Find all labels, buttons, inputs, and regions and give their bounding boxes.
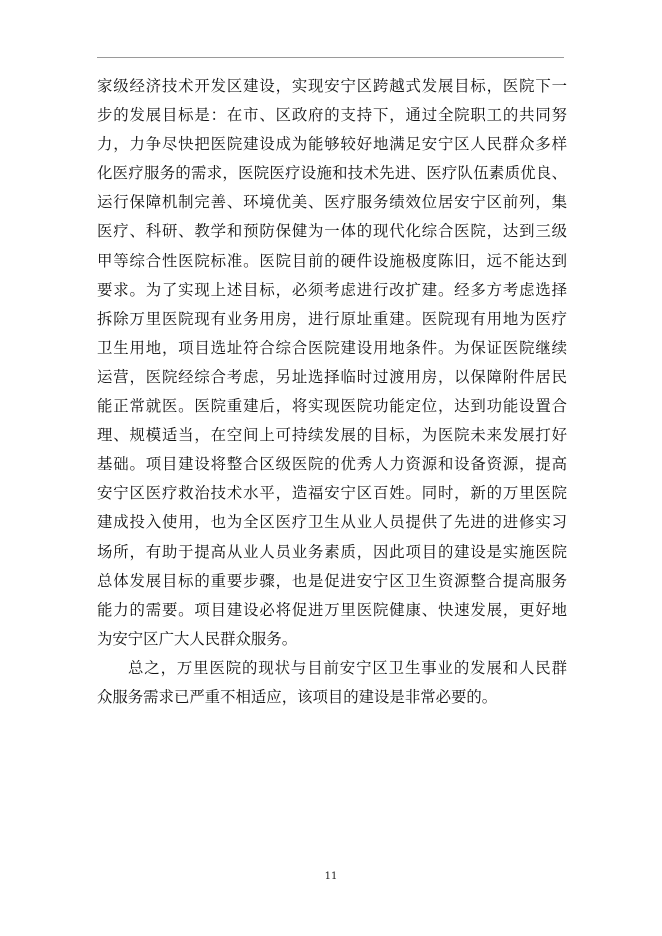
- page-number: 11: [324, 871, 338, 882]
- text-line: 能正常就医。医院重建后，将实现医院功能定位，达到功能设置合: [97, 397, 567, 416]
- text-line: 拆除万里医院现有业务用房，进行原址重建。医院现有用地为医疗: [97, 309, 567, 328]
- paragraph-2: [97, 654, 567, 712]
- body-text: [97, 72, 567, 712]
- text-line: 总之，万里医院的现状与目前安宁区卫生事业的发展和人民群: [128, 658, 567, 677]
- text-line: 医疗、科研、教学和预防保健为一体的现代化综合医院，达到三级: [97, 222, 567, 241]
- text-line: 为安宁区广大人民群众服务。: [97, 629, 298, 648]
- text-line: 场所，有助于提高从业人员业务素质，因此项目的建设是实施医院: [97, 542, 567, 561]
- text-line: 总体发展目标的重要步骤，也是促进安宁区卫生资源整合提高服务: [97, 571, 567, 590]
- text-line: 运行保障机制完善、环境优美、医疗服务绩效位居安宁区前列，集: [97, 193, 567, 212]
- text-line: 卫生用地，项目选址符合综合医院建设用地条件。为保证医院继续: [97, 338, 567, 357]
- text-line: 安宁区医疗救治技术水平，造福安宁区百姓。同时，新的万里医院: [97, 484, 567, 503]
- text-line: 基础。项目建设将整合区级医院的优秀人力资源和设备资源，提高: [97, 455, 567, 474]
- paragraph-1: [97, 72, 567, 654]
- text-line: 力，力争尽快把医院建设成为能够较好地满足安宁区人民群众多样: [97, 135, 567, 154]
- text-line: 要求。为了实现上述目标，必须考虑进行改扩建。经多方考虑选择: [97, 280, 567, 299]
- text-line: 甲等综合性医院标准。医院目前的硬件设施极度陈旧，远不能达到: [97, 251, 567, 270]
- text-line: 建成投入使用，也为全区医疗卫生从业人员提供了先进的进修实习: [97, 513, 567, 532]
- text-line: 化医疗服务的需求，医院医疗设施和技术先进、医疗队伍素质优良、: [97, 164, 567, 183]
- text-line: 众服务需求已严重不相适应，该项目的建设是非常必要的。: [97, 687, 498, 706]
- text-line: 运营，医院经综合考虑，另址选择临时过渡用房，以保障附件居民: [97, 367, 567, 386]
- text-line: 家级经济技术开发区建设，实现安宁区跨越式发展目标，医院下一: [97, 77, 567, 95]
- text-line: 能力的需要。项目建设必将促进万里医院健康、快速发展，更好地: [97, 600, 567, 619]
- text-line: 步的发展目标是：在市、区政府的支持下，通过全院职工的共同努: [97, 106, 567, 125]
- header-rule: [97, 57, 564, 58]
- text-line: 理、规模适当，在空间上可持续发展的目标，为医院未来发展打好: [97, 426, 567, 445]
